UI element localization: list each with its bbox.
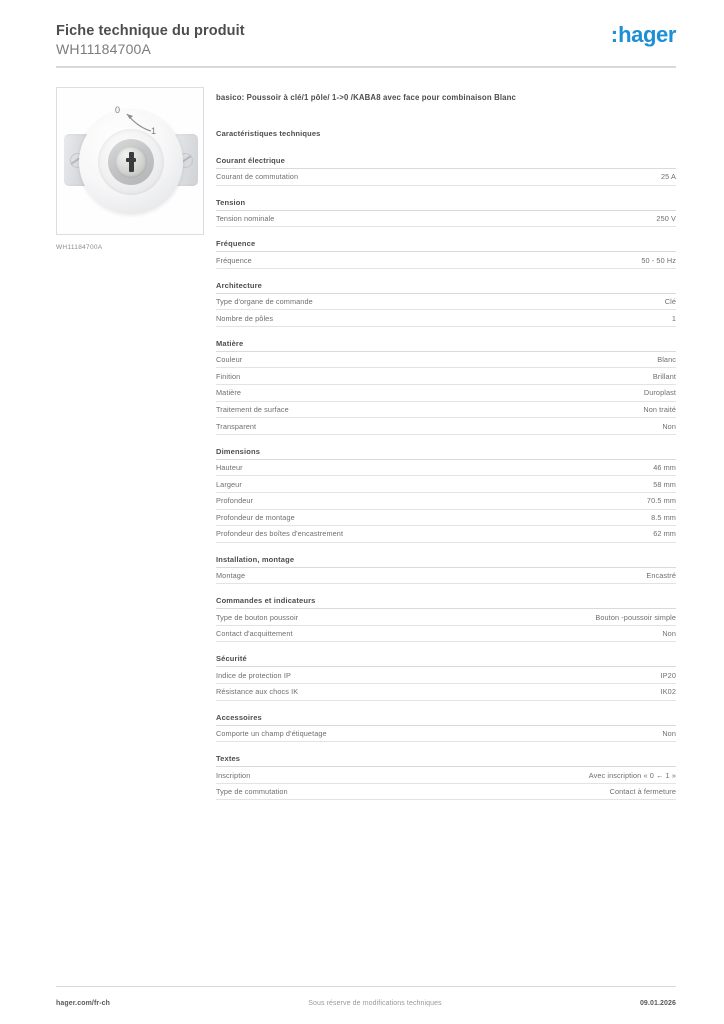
spec-label: Résistance aux chocs IK <box>216 687 299 697</box>
spec-group <box>216 713 676 743</box>
spec-group <box>216 754 676 800</box>
spec-group <box>216 596 676 642</box>
logo-wordmark: hager <box>618 22 676 47</box>
spec-group-title: Architecture <box>216 281 676 294</box>
spec-label: Nombre de pôles <box>216 313 274 323</box>
spec-row <box>216 169 676 186</box>
spec-label: Fréquence <box>216 255 252 265</box>
spec-value: 25 A <box>660 172 676 182</box>
dial-label-zero: 0 <box>115 105 121 115</box>
footer-date: 09.01.2026 <box>639 1000 676 1007</box>
spec-row <box>216 252 676 269</box>
spec-group-title: Sécurité <box>216 654 676 667</box>
spec-group <box>216 239 676 269</box>
spec-row <box>216 418 676 435</box>
spec-value: 8.5 mm <box>651 512 676 522</box>
page-footer <box>56 1000 676 1007</box>
spec-group-title: Commandes et indicateurs <box>216 596 676 609</box>
product-name: basico: Poussoir à clé/1 pôle/ 1->0 /KABA8 avec face pour combinaison Blanc <box>216 93 517 102</box>
spec-label: Profondeur <box>216 496 254 506</box>
spec-label: Matière <box>216 388 242 398</box>
spec-row <box>216 667 676 684</box>
spec-value: 46 mm <box>653 463 676 473</box>
key-switch-illustration <box>57 88 204 235</box>
spec-row <box>216 609 676 626</box>
spec-label: Transparent <box>216 421 257 431</box>
spec-value: Duroplast <box>643 388 676 398</box>
spec-group-title: Matière <box>216 339 676 352</box>
spec-label: Profondeur des boîtes d'encastrement <box>216 529 344 539</box>
spec-group-title: Courant électrique <box>216 156 676 169</box>
spec-label: Couleur <box>216 355 243 365</box>
spec-row <box>216 402 676 419</box>
spec-value: Non traité <box>643 405 676 415</box>
spec-value: IP20 <box>660 670 676 680</box>
spec-group <box>216 281 676 327</box>
spec-value: Contact à fermeture <box>609 787 676 797</box>
product-image-caption: WH11184700A <box>56 244 103 251</box>
dial-arrow-icon <box>117 108 157 134</box>
spec-row <box>216 626 676 643</box>
hager-logo <box>611 22 676 46</box>
spec-value: Clé <box>664 297 676 307</box>
spec-row <box>216 726 676 743</box>
spec-value: 62 mm <box>653 529 676 539</box>
spec-group <box>216 654 676 700</box>
spec-group-title: Accessoires <box>216 713 676 726</box>
spec-row <box>216 684 676 701</box>
page-title: Fiche technique du produit <box>56 23 245 39</box>
spec-value: Avec inscription « 0 ← 1 » <box>588 770 676 780</box>
product-reference: WH11184700A <box>56 41 152 57</box>
header-divider <box>56 66 676 68</box>
page-header <box>56 22 676 64</box>
spec-row <box>216 493 676 510</box>
spec-value: 70.5 mm <box>646 496 676 506</box>
spec-label: Finition <box>216 371 241 381</box>
spec-value: 50 - 50 Hz <box>641 255 676 265</box>
spec-groups <box>216 156 676 800</box>
spec-label: Type de commutation <box>216 787 288 797</box>
spec-row <box>216 385 676 402</box>
product-figure <box>56 87 204 251</box>
footer-disclaimer: Sous réserve de modifications techniques <box>308 1000 442 1007</box>
spec-row <box>216 352 676 369</box>
spec-group <box>216 198 676 228</box>
spec-row <box>216 510 676 527</box>
spec-value: Non <box>662 728 676 738</box>
spec-group-title: Fréquence <box>216 239 676 252</box>
spec-group <box>216 339 676 435</box>
spec-value: Encastré <box>646 571 676 581</box>
spec-group-title: Dimensions <box>216 447 676 460</box>
spec-group-title: Textes <box>216 754 676 767</box>
spec-label: Contact d'acquittement <box>216 629 293 639</box>
spec-group-title: Tension <box>216 198 676 211</box>
spec-value: Bouton -poussoir simple <box>595 612 676 622</box>
spec-value: IK02 <box>660 687 676 697</box>
spec-row <box>216 526 676 543</box>
footer-divider <box>56 986 676 987</box>
spec-label: Inscription <box>216 770 251 780</box>
spec-value: Blanc <box>657 355 676 365</box>
spec-value: Non <box>662 421 676 431</box>
spec-value: Non <box>662 629 676 639</box>
title-block <box>56 22 245 58</box>
spec-label: Comporte un champ d'étiquetage <box>216 728 327 738</box>
footer-website-link[interactable]: hager.com/fr-ch <box>56 1000 111 1007</box>
spec-label: Courant de commutation <box>216 172 299 182</box>
spec-label: Type d'organe de commande <box>216 297 313 307</box>
spec-value: Brillant <box>652 371 676 381</box>
spec-label: Type de bouton poussoir <box>216 612 299 622</box>
spec-row <box>216 294 676 311</box>
spec-label: Profondeur de montage <box>216 512 295 522</box>
spec-group <box>216 555 676 585</box>
spec-row <box>216 368 676 385</box>
spec-group <box>216 447 676 543</box>
spec-label: Tension nominale <box>216 213 275 223</box>
specs-heading: Caractéristiques techniques <box>216 129 321 138</box>
spec-row <box>216 460 676 477</box>
spec-label: Indice de protection IP <box>216 670 291 680</box>
keyhole-icon <box>129 152 134 172</box>
spec-group <box>216 156 676 186</box>
product-image-frame <box>56 87 204 235</box>
spec-label: Montage <box>216 571 246 581</box>
spec-row <box>216 784 676 801</box>
spec-row <box>216 476 676 493</box>
spec-row <box>216 767 676 784</box>
spec-label: Hauteur <box>216 463 243 473</box>
dial-label-one: 1 <box>151 126 157 136</box>
logo-colon-icon: : <box>610 22 618 47</box>
spec-value: 1 <box>671 313 676 323</box>
spec-value: 58 mm <box>653 479 676 489</box>
spec-group-title: Installation, montage <box>216 555 676 568</box>
spec-row <box>216 310 676 327</box>
spec-label: Largeur <box>216 479 242 489</box>
spec-row <box>216 568 676 585</box>
spec-value: 250 V <box>656 213 676 223</box>
specifications-panel <box>216 92 676 812</box>
spec-row <box>216 211 676 228</box>
spec-label: Traitement de surface <box>216 405 289 415</box>
